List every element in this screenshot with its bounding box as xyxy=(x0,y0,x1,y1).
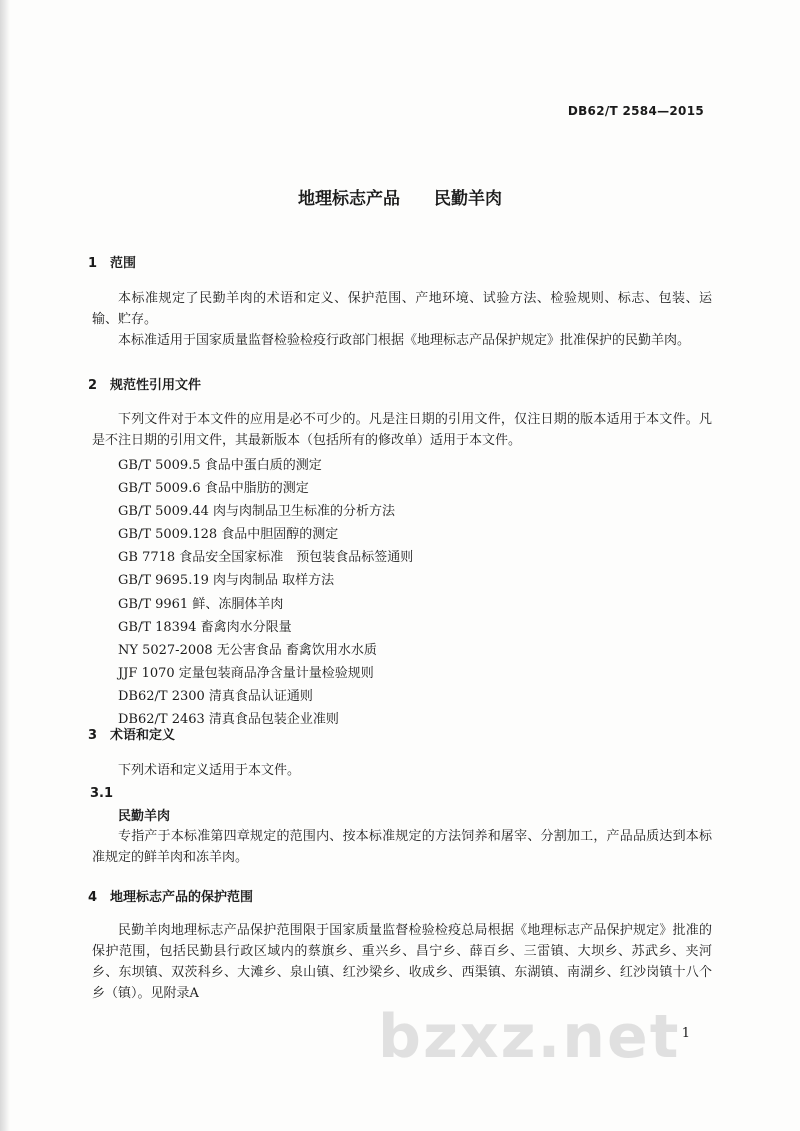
section-number: 3 xyxy=(88,728,98,743)
document-title: 地理标志产品 民勤羊肉 xyxy=(298,189,502,209)
section-title: 术语和定义 xyxy=(110,728,176,743)
scan-edge-shadow xyxy=(0,0,10,1131)
reference-item: GB/T 5009.6 食品中脂肪的测定 xyxy=(118,481,309,497)
scope-paragraph-2: 本标准适用于国家质量监督检验检疫行政部门根据《地理标志产品保护规定》批准保护的民勤羊肉。 xyxy=(118,333,691,348)
reference-item: GB/T 5009.44 肉与肉制品卫生标准的分析方法 xyxy=(118,504,396,520)
reference-list xyxy=(118,454,413,731)
term-definition: 专指产于本标准第四章规定的范围内、按本标准规定的方法饲养和屠宰、分割加工，产品品质达到本标准规定的鲜羊肉和冻羊肉。 xyxy=(92,829,712,865)
section-3-heading xyxy=(88,724,175,743)
references-intro: 下列文件对于本文件的应用是必不可少的。凡是注日期的引用文件，仅注日期的版本适用于本文件。凡是不注日期的引用文件，其最新版本（包括所有的修改单）适用于本文件。 xyxy=(92,412,712,448)
section-number: 2 xyxy=(88,378,98,393)
section-1-heading xyxy=(88,252,136,271)
site-watermark: bzxz.net xyxy=(378,1002,681,1072)
section-title: 范围 xyxy=(110,256,137,271)
reference-item: GB/T 5009.5 食品中蛋白质的测定 xyxy=(118,458,322,473)
reference-item: GB/T 18394 畜禽肉水分限量 xyxy=(118,619,292,635)
reference-item: GB/T 9695.19 肉与肉制品 取样方法 xyxy=(118,573,335,589)
section-number: 4 xyxy=(88,890,98,905)
document-code: DB62/T 2584—2015 xyxy=(567,104,704,118)
section-title: 地理标志产品的保护范围 xyxy=(110,890,254,905)
reference-item: NY 5027-2008 无公害食品 畜禽饮用水水质 xyxy=(118,642,377,658)
reference-item: GB/T 9961 鲜、冻胴体羊肉 xyxy=(118,596,284,612)
reference-item: GB 7718 食品安全国家标准 预包装食品标签通则 xyxy=(118,550,414,566)
reference-item: DB62/T 2463 清真食品包装企业准则 xyxy=(118,712,339,728)
term-name: 民勤羊肉 xyxy=(118,809,171,824)
reference-item: DB62/T 2300 清真食品认证通则 xyxy=(118,688,313,704)
section-title: 规范性引用文件 xyxy=(110,378,202,393)
reference-item: GB/T 5009.128 食品中胆固醇的测定 xyxy=(118,527,339,543)
page-number: 1 xyxy=(681,1026,690,1041)
terms-intro: 下列术语和定义适用于本文件。 xyxy=(118,763,301,778)
scope-paragraph-1: 本标准规定了民勤羊肉的术语和定义、保护范围、产地环境、试验方法、检验规则、标志、包装、运输、贮存。 xyxy=(92,291,712,327)
reference-item: JJF 1070 定量包装商品净含量计量检验规则 xyxy=(118,665,374,681)
section-2-heading xyxy=(88,374,201,393)
protection-scope-paragraph: 民勤羊肉地理标志产品保护范围限于国家质量监督检验检疫总局根据《地理标志产品保护规定》批准的保护范围，包括民勤县行政区域内的蔡旗乡、重兴乡、昌宁乡、薛百乡、三雷镇、大坝乡、苏武乡、夹河乡、东坝镇、双茨科乡、大滩乡、泉山镇、红沙梁乡、收成乡、西渠镇、东湖镇、南湖乡、红沙岗镇十八个乡（镇）。见附录A xyxy=(92,923,712,1001)
section-4-heading xyxy=(88,886,253,905)
term-number: 3.1 xyxy=(90,786,114,801)
section-number: 1 xyxy=(88,256,98,271)
